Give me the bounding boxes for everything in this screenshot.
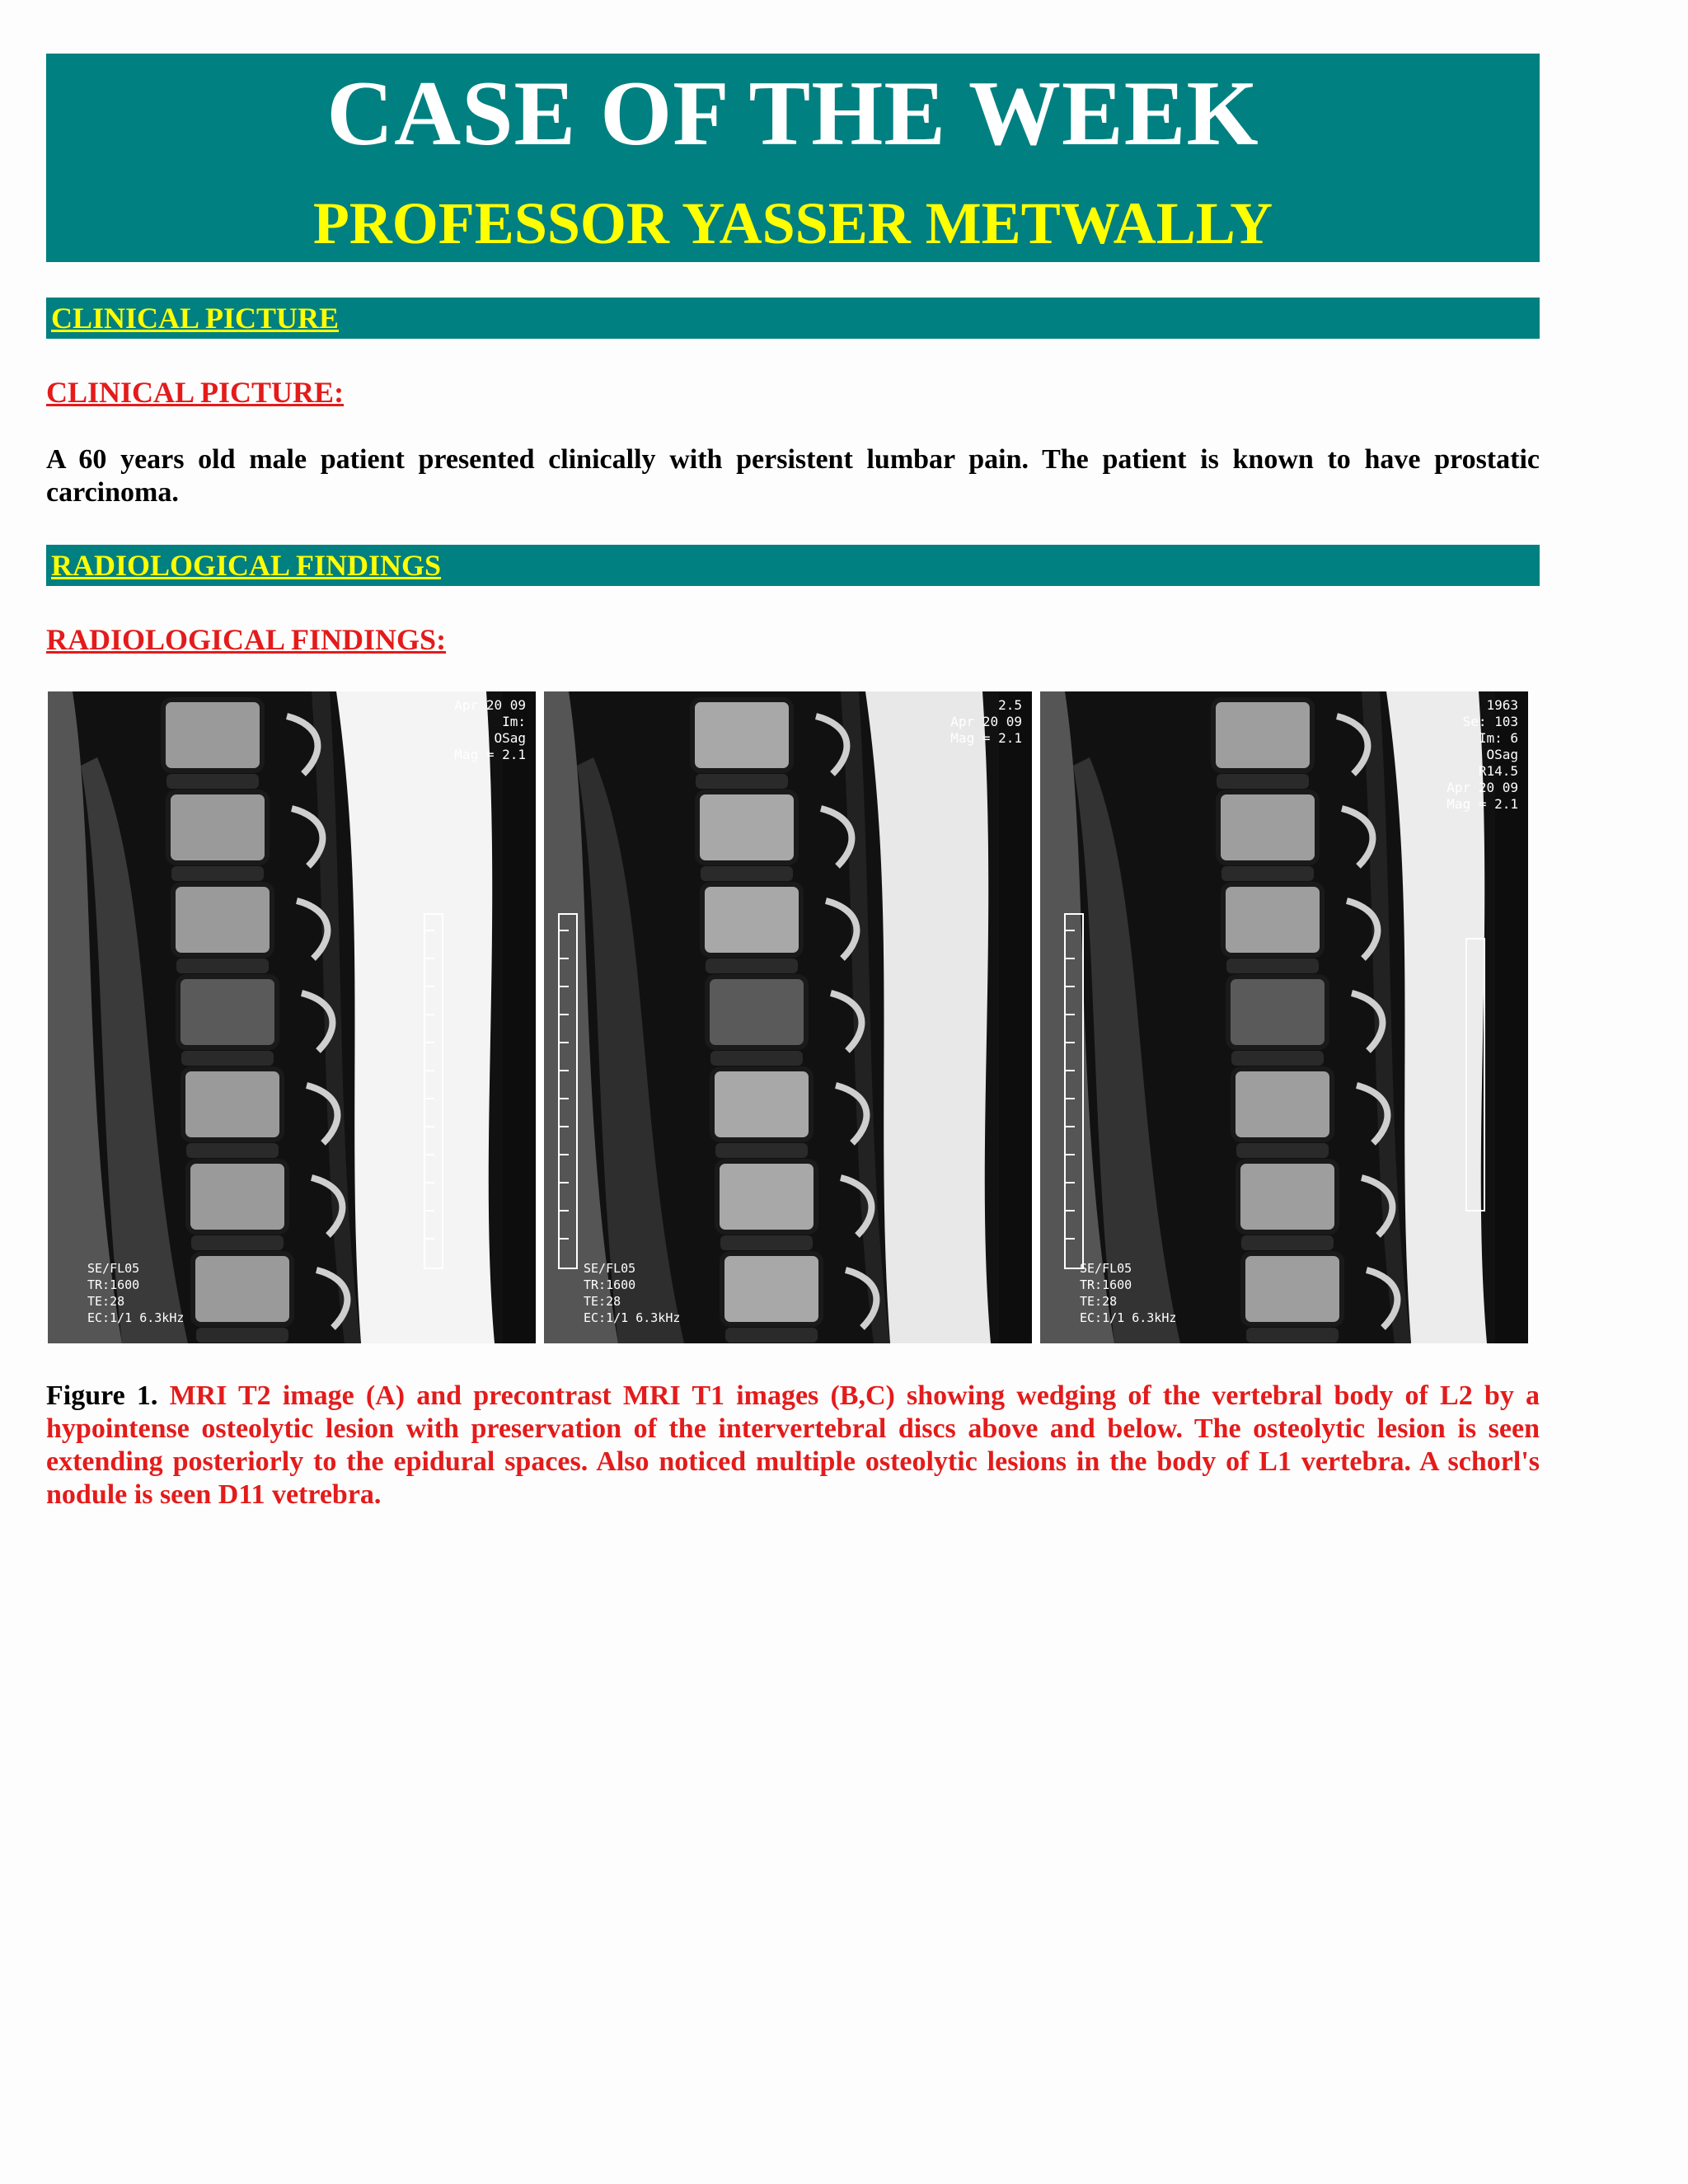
- mri-overlay-text: TR:1600: [87, 1277, 140, 1292]
- mri-overlay-text: Im:: [502, 714, 526, 729]
- mri-overlay-text: R14.5: [1478, 763, 1518, 779]
- author-name: PROFESSOR YASSER METWALLY: [312, 190, 1273, 256]
- mri-overlay-text: TE:28: [1080, 1294, 1118, 1309]
- caption-lead: Figure 1.: [46, 1380, 158, 1411]
- mri-overlay-text: SE/FL05: [584, 1261, 636, 1276]
- mri-overlay-text: TE:28: [584, 1294, 621, 1309]
- mri-overlay-text: Mag = 2.1: [454, 747, 526, 762]
- mri-overlay-text: OSag: [494, 730, 526, 746]
- section-bar-clinical: [46, 298, 1540, 339]
- mri-scan-image: [48, 691, 536, 1343]
- header-banner: [46, 54, 1540, 262]
- mri-overlay-text: Apr 20 09: [1447, 780, 1518, 795]
- mri-overlay-text: OSag: [1486, 747, 1518, 762]
- mri-overlay-text: SE/FL05: [1080, 1261, 1132, 1276]
- mri-overlay-text: Mag = 2.1: [950, 730, 1022, 746]
- mri-overlay-text: TE:28: [87, 1294, 125, 1309]
- caption-text: MRI T2 image (A) and precontrast MRI T1 images (B,C) showing wedging of the vertebral body of L2 by a hypointense osteolytic lesion with preservation of the intervertebral discs above and below. The osteolytic lesion is seen extending posteriorly to the epidural spaces. Also noticed multiple osteolytic lesions in the body of L1 vertebra. A schorl's nodule is seen D11 vetrebra.: [46, 1380, 1540, 1510]
- mri-scan-image: [1040, 691, 1528, 1343]
- clinical-text: A 60 years old male patient presented clinically with persistent lumbar pain. The patient is known to have prostatic carcinoma.: [46, 444, 1540, 508]
- radiological-findings-link[interactable]: RADIOLOGICAL FINDINGS: [51, 549, 442, 582]
- mri-panel-a: [48, 691, 536, 1343]
- mri-overlay-text: TR:1600: [1080, 1277, 1132, 1292]
- mri-panel-c: [1040, 691, 1528, 1343]
- mri-overlay-text: EC:1/1 6.3kHz: [87, 1310, 185, 1325]
- figure-caption: [46, 1380, 1540, 1511]
- mri-overlay-text: 1963: [1486, 697, 1518, 713]
- mri-overlay-text: Apr 20 09: [950, 714, 1022, 729]
- mri-figure: [48, 691, 1528, 1343]
- mri-overlay-text: Im: 6: [1478, 730, 1518, 746]
- radiology-heading: RADIOLOGICAL FINDINGS:: [46, 623, 447, 656]
- mri-overlay-text: Se: 103: [1462, 714, 1518, 729]
- section-bar-radiology: [46, 545, 1540, 586]
- mri-overlay-text: EC:1/1 6.3kHz: [584, 1310, 681, 1325]
- mri-overlay-text: Apr 20 09: [454, 697, 526, 713]
- mri-panel-b: [544, 691, 1032, 1343]
- mri-scan-image: [544, 691, 1032, 1343]
- mri-overlay-text: SE/FL05: [87, 1261, 140, 1276]
- mri-overlay-text: 2.5: [998, 697, 1022, 713]
- clinical-heading: CLINICAL PICTURE:: [46, 376, 345, 409]
- clinical-picture-link[interactable]: CLINICAL PICTURE: [51, 302, 340, 335]
- mri-overlay-text: EC:1/1 6.3kHz: [1080, 1310, 1177, 1325]
- mri-overlay-text: TR:1600: [584, 1277, 636, 1292]
- mri-overlay-text: Mag = 2.1: [1447, 796, 1518, 812]
- page-title: CASE OF THE WEEK: [326, 63, 1259, 165]
